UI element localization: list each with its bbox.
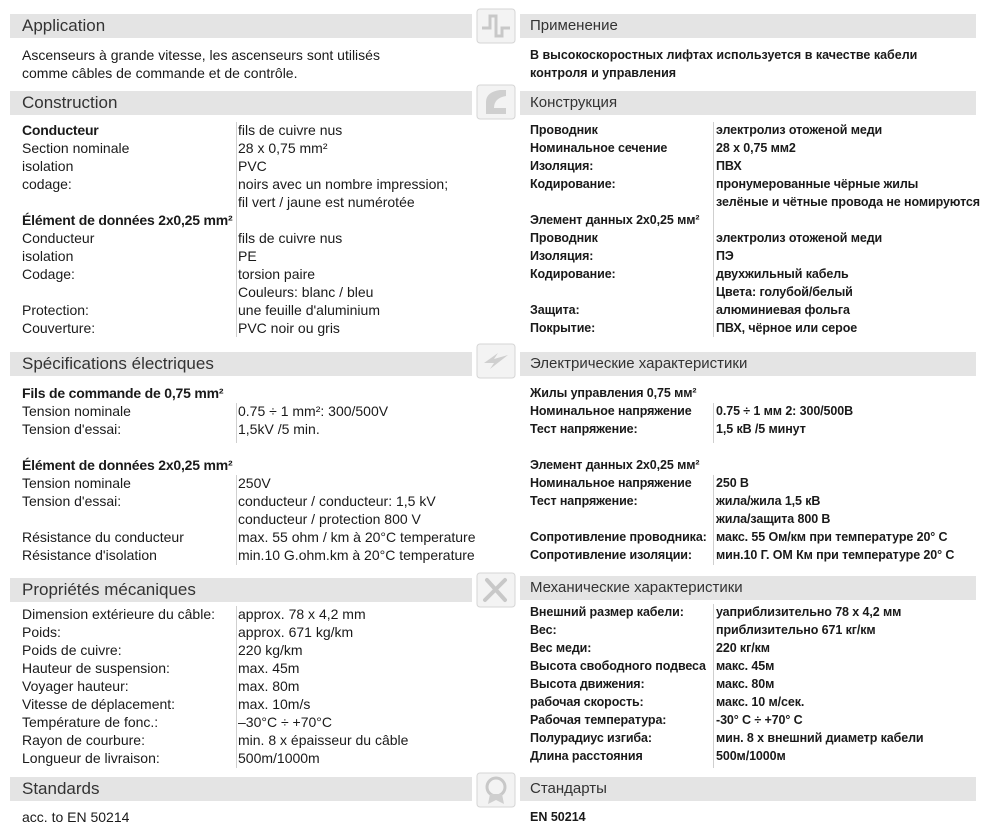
mechanical-section — [10, 606, 472, 768]
value: approx. 78 x 4,2 mm — [238, 606, 366, 622]
label: Conducteur — [22, 230, 95, 246]
label: Высота движения: — [530, 677, 645, 691]
value: мин.10 Г. ОМ Км при температуре 20° С — [716, 548, 955, 562]
value: алюминиевая фольга — [716, 303, 850, 317]
label: Section nominale — [22, 140, 130, 156]
construction-header: Construction — [10, 91, 472, 115]
value: 1,5 кВ /5 минут — [716, 422, 806, 436]
value: ПВХ, чёрное или серое — [716, 321, 858, 335]
label: Résistance d'isolation — [22, 547, 157, 563]
value: 220 kg/km — [238, 642, 303, 658]
label: Длина расстояния — [530, 749, 643, 763]
standards-icon — [476, 772, 516, 808]
value: 0.75 ÷ 1 mm²: 300/500V — [238, 403, 389, 419]
application-text-line-2: comme câbles de commande et de contrôle. — [22, 65, 298, 81]
value: ПВХ — [716, 159, 742, 173]
value: PVC noir ou gris — [238, 320, 340, 336]
value: 28 x 0,75 мм2 — [716, 141, 796, 155]
application-text-line-1: Ascenseurs à grande vitesse, les ascenseurs sont utilisés — [22, 47, 380, 63]
value: max. 45m — [238, 660, 300, 676]
value: двухжильный кабель — [716, 267, 849, 281]
label: Vitesse de déplacement: — [22, 696, 176, 712]
label: Кодирование: — [530, 177, 616, 191]
label: isolation — [22, 158, 74, 174]
value: 28 x 0,75 mm² — [238, 140, 328, 156]
label: Tension d'essai: — [22, 421, 122, 437]
label: Полурадиус изгиба: — [530, 731, 652, 745]
value: Couleurs: blanc / bleu — [238, 284, 374, 300]
label: Номинальное напряжение — [530, 476, 692, 490]
label: Protection: — [22, 302, 89, 318]
value: –30°C ÷ +70°C — [238, 714, 332, 730]
value: приблизительно 671 кг/км — [716, 623, 876, 637]
value: макс. 55 Ом/км при температуре 20° С — [716, 530, 948, 544]
value: 1,5kV /5 min. — [238, 421, 320, 437]
value: 250V — [238, 475, 271, 491]
label: Номинальное сечение — [530, 141, 668, 155]
value: max. 55 ohm / km à 20°C temperature — [238, 529, 476, 545]
label: Poids: — [22, 624, 61, 640]
mechanical-header: Propriétés mécaniques — [10, 578, 472, 602]
electrical-section — [10, 385, 476, 565]
label: Тест напряжение: — [530, 494, 638, 508]
application-text-line-1: В высокоскоростных лифтах используется в качестве кабели — [530, 48, 918, 62]
electrical-header: Spécifications électriques — [10, 352, 472, 376]
electrical-section — [520, 385, 976, 565]
label: Rayon de courbure: — [22, 732, 145, 748]
label: Сопротивление изоляции: — [530, 548, 692, 562]
value: ПЭ — [716, 249, 734, 263]
label: Высота свободного подвеса — [530, 659, 706, 673]
value: жила/жила 1,5 кВ — [716, 494, 821, 508]
label: Элемент данных 2x0,25 мм² — [530, 213, 700, 227]
label: Вес: — [530, 623, 557, 637]
standards-text: EN 50214 — [530, 810, 586, 824]
mechanical-icon — [476, 572, 516, 608]
label: Couverture: — [22, 320, 96, 336]
label: Conducteur — [22, 122, 99, 138]
value: PE — [238, 248, 257, 264]
label: codage: — [22, 176, 72, 192]
label: Fils de commande de 0,75 mm² — [22, 385, 224, 401]
construction-icon — [476, 84, 516, 120]
label: Кодирование: — [530, 267, 616, 281]
value: conducteur / conducteur: 1,5 kV — [238, 493, 436, 509]
value: 500m/1000m — [238, 750, 320, 766]
label: Проводник — [530, 123, 598, 137]
value: электролиз отоженой меди — [716, 123, 883, 137]
label: Проводник — [530, 231, 598, 245]
label: Résistance du conducteur — [22, 529, 184, 545]
label: Dimension extérieure du câble: — [22, 606, 215, 622]
application-text-line-2: контроля и управления — [530, 66, 677, 80]
value: PVC — [238, 158, 267, 174]
label: Tension nominale — [22, 475, 131, 491]
value: Цвета: голубой/белый — [716, 285, 853, 299]
value: -30° С ÷ +70° С — [716, 713, 803, 727]
application-header: Application — [10, 14, 472, 38]
value: fils de cuivre nus — [238, 122, 343, 138]
label: Tension nominale — [22, 403, 131, 419]
value: fil vert / jaune est numérotée — [238, 194, 415, 210]
label: Защита: — [530, 303, 580, 317]
value: пронумерованные чёрные жилы — [716, 177, 919, 191]
label: Poids de cuivre: — [22, 642, 122, 658]
label: Номинальное напряжение — [530, 404, 692, 418]
label: Внешний размер кабели: — [530, 605, 684, 619]
construction-header: Конструкция — [520, 91, 976, 115]
label: Hauteur de suspension: — [22, 660, 170, 676]
label: Жилы управления 0,75 мм² — [530, 386, 697, 400]
label: Сопротивление проводника: — [530, 530, 707, 544]
label: Изоляция: — [530, 159, 594, 173]
value: min. 8 x épaisseur du câble — [238, 732, 409, 748]
value: max. 10m/s — [238, 696, 311, 712]
value: жила/защита 800 В — [716, 512, 831, 526]
electrical-icon — [476, 343, 516, 379]
value: max. 80m — [238, 678, 300, 694]
standards-header: Standards — [10, 777, 472, 801]
standards-header: Стандарты — [520, 777, 976, 801]
value: зелёные и чётные провода не номируются — [716, 195, 980, 209]
value: электролиз отоженой меди — [716, 231, 883, 245]
label: Longueur de livraison: — [22, 750, 160, 766]
mechanical-section — [520, 604, 976, 768]
value: уаприблизительно 78 x 4,2 мм — [716, 605, 902, 619]
application-header: Применение — [520, 14, 976, 38]
value: 500м/1000м — [716, 749, 786, 763]
value: une feuille d'aluminium — [238, 302, 380, 318]
value: 220 кг/км — [716, 641, 770, 655]
value: approx. 671 kg/km — [238, 624, 354, 640]
label: Вес меди: — [530, 641, 592, 655]
construction-section — [520, 122, 980, 337]
value: мин. 8 х внешний диаметр кабели — [716, 731, 924, 745]
label: isolation — [22, 248, 74, 264]
value: noirs avec un nombre impression; — [238, 176, 449, 192]
value: fils de cuivre nus — [238, 230, 343, 246]
label: Codage: — [22, 266, 75, 282]
label: Изоляция: — [530, 249, 594, 263]
value: min.10 G.ohm.km à 20°C temperature — [238, 547, 475, 563]
application-icon — [476, 8, 516, 44]
label: Тест напряжение: — [530, 422, 638, 436]
value: 250 В — [716, 476, 749, 490]
construction-section — [10, 122, 472, 337]
label: Рабочая температура: — [530, 713, 667, 727]
mechanical-header: Механические характеристики — [520, 576, 976, 600]
value: 0.75 ÷ 1 мм 2: 300/500В — [716, 404, 854, 418]
value: torsion paire — [238, 266, 316, 282]
standards-text: acc. to EN 50214 — [22, 809, 130, 825]
label: рабочая скорость: — [530, 695, 644, 709]
label: Élément de données 2x0,25 mm² — [22, 457, 233, 473]
label: Température de fonc.: — [22, 714, 159, 730]
label: Tension d'essai: — [22, 493, 122, 509]
value: макс. 80м — [716, 677, 775, 691]
value: макс. 10 м/сек. — [716, 695, 805, 709]
label: Voyager hauteur: — [22, 678, 129, 694]
value: макс. 45м — [716, 659, 775, 673]
electrical-header: Электрические характеристики — [520, 352, 976, 376]
value: conducteur / protection 800 V — [238, 511, 421, 527]
label: Элемент данных 2x0,25 мм² — [530, 458, 700, 472]
label: Покрытие: — [530, 321, 596, 335]
label: Élément de données 2x0,25 mm² — [22, 212, 233, 228]
